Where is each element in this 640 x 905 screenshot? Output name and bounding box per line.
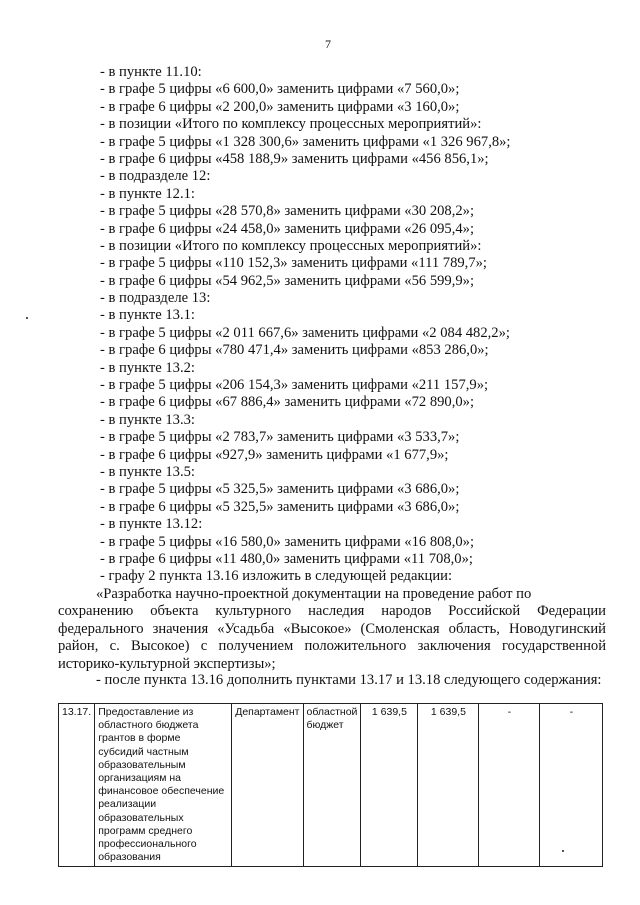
list-item: - в графе 5 цифры «110 152,3» заменить цифрами «111 789,7»; <box>100 255 487 272</box>
addition-paragraph <box>58 672 606 689</box>
list-item: - в подразделе 12: <box>100 168 211 185</box>
scan-speck <box>26 317 28 319</box>
executor-cell: Департамент <box>232 704 303 867</box>
addition-paragraph-text: - после пункта 13.16 дополнить пунктами 13.17 и 13.18 следующего содержания: <box>96 672 602 688</box>
total-cell: 1 639,5 <box>361 704 418 867</box>
list-item: - в пункте 13.2: <box>100 359 195 376</box>
list-item: - в графе 5 цифры «6 600,0» заменить цифрами «7 560,0»; <box>100 81 460 98</box>
description-cell: Предоставление из областного бюджета грантов в форме субсидий частным образовательным организациям на финансовое обеспечение реализации образовательных программ среднего профессионального образования <box>95 704 232 867</box>
list-item: - в графе 5 цифры «2 783,7» заменить цифрами «3 533,7»; <box>100 429 460 446</box>
list-item: - в пункте 12.1: <box>100 185 195 202</box>
list-item: - в графе 5 цифры «2 011 667,6» заменить цифрами «2 084 482,2»; <box>100 324 510 341</box>
list-item: - в позиции «Итого по комплексу процессных мероприятий»: <box>100 116 482 133</box>
list-item: - в подразделе 13: <box>100 290 211 307</box>
quoted-paragraph-first-line: «Разработка научно-проектной документации на проведение работ по <box>96 586 532 602</box>
amendment-list <box>100 64 600 586</box>
list-item: - в пункте 13.1: <box>100 307 195 324</box>
year3-cell: - <box>540 704 603 867</box>
amendment-table <box>58 703 603 867</box>
list-item: - в графе 5 цифры «5 325,5» заменить цифрами «3 686,0»; <box>100 481 460 498</box>
list-item: - в графе 5 цифры «28 570,8» заменить цифрами «30 208,2»; <box>100 203 475 220</box>
scan-speck <box>562 850 564 852</box>
list-item: - в пункте 13.5: <box>100 463 195 480</box>
list-item: - в графе 6 цифры «458 188,9» заменить цифрами «456 856,1»; <box>100 150 489 167</box>
list-item: - в графе 6 цифры «2 200,0» заменить цифрами «3 160,0»; <box>100 98 460 115</box>
list-item: - в графе 6 цифры «927,9» заменить цифрами «1 677,9»; <box>100 446 449 463</box>
list-item: - в графе 5 цифры «206 154,3» заменить цифрами «211 157,9»; <box>100 377 489 394</box>
list-item: - в пункте 13.12: <box>100 516 203 533</box>
list-item: - в пункте 13.3: <box>100 411 195 428</box>
list-item: - в графе 5 цифры «16 580,0» заменить цифрами «16 808,0»; <box>100 533 475 550</box>
quoted-paragraph-body: сохранению объекта культурного наследия народов Российской Федерации федерального значения «Усадьба «Высокое» (Смоленская область, Новодугинский район, с. Высокое) с получением положительного заключения государственной историко-культурной экспертизы»; <box>58 603 606 672</box>
year2-cell: - <box>479 704 540 867</box>
quoted-paragraph <box>58 586 606 673</box>
table-row <box>59 704 603 867</box>
list-item: - в пункте 11.10: <box>100 64 202 80</box>
list-item: - в графе 6 цифры «11 480,0» заменить цифрами «11 708,0»; <box>100 550 473 567</box>
source-cell: областной бюджет <box>303 704 361 867</box>
page-number: 7 <box>325 37 331 51</box>
list-item: - в позиции «Итого по комплексу процессных мероприятий»: <box>100 237 482 254</box>
list-item: - в графе 6 цифры «5 325,5» заменить цифрами «3 686,0»; <box>100 498 460 515</box>
list-item: - в графе 6 цифры «780 471,4» заменить цифрами «853 286,0»; <box>100 342 489 359</box>
list-item: - в графе 6 цифры «24 458,0» заменить цифрами «26 095,4»; <box>100 220 475 237</box>
list-item: - в графе 6 цифры «54 962,5» заменить цифрами «56 599,9»; <box>100 272 475 289</box>
row-number-cell: 13.17. <box>59 704 95 867</box>
year1-cell: 1 639,5 <box>418 704 479 867</box>
list-item: - графу 2 пункта 13.16 изложить в следующей редакции: <box>100 568 453 585</box>
list-item: - в графе 5 цифры «1 328 300,6» заменить цифрами «1 326 967,8»; <box>100 133 511 150</box>
list-item: - в графе 6 цифры «67 886,4» заменить цифрами «72 890,0»; <box>100 394 475 411</box>
